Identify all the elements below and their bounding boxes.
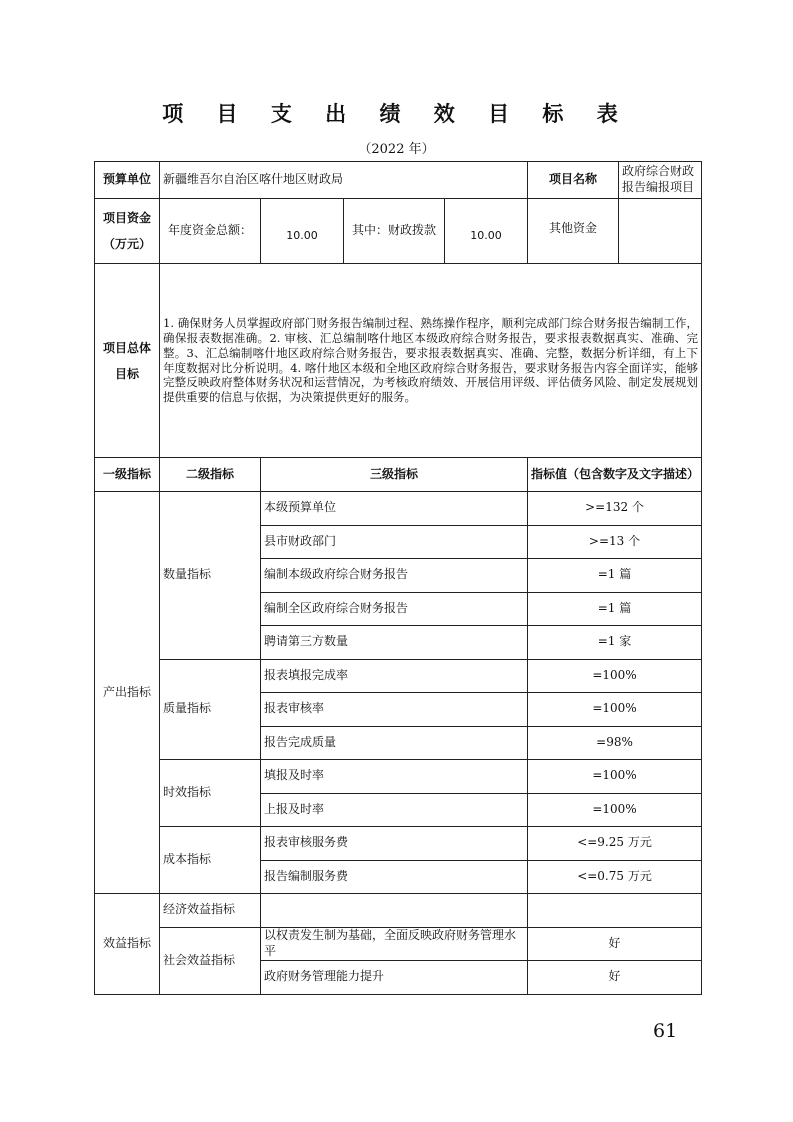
indicator-name: 报告编制服务费	[261, 860, 528, 894]
indicator-name: 报表审核服务费	[261, 827, 528, 861]
indicator-value: =100%	[528, 659, 702, 693]
table-row	[95, 659, 702, 693]
indicator-value: =1 家	[528, 626, 702, 660]
indicator-value: =1 篇	[528, 592, 702, 626]
quality-indicator-label: 质量指标	[160, 659, 261, 760]
table-row	[95, 894, 702, 928]
table-row	[95, 760, 702, 794]
performance-target-table	[94, 161, 702, 995]
level1-header: 一级指标	[95, 458, 160, 492]
annual-total-value: 10.00	[261, 199, 344, 264]
table-row	[95, 827, 702, 861]
indicator-value: =100%	[528, 693, 702, 727]
level2-header: 二级指标	[160, 458, 261, 492]
indicator-name: 报表填报完成率	[261, 659, 528, 693]
value-header: 指标值（包含数字及文字描述）	[528, 458, 702, 492]
indicator-name: 编制本级政府综合财务报告	[261, 559, 528, 593]
funds-label-line2: （万元）	[102, 237, 151, 251]
indicator-name: 报表审核率	[261, 693, 528, 727]
indicator-value: >=13 个	[528, 525, 702, 559]
year-label: （2022 年）	[358, 142, 435, 157]
indicator-name: 聘请第三方数量	[261, 626, 528, 660]
indicator-name: 编制全区政府综合财务报告	[261, 592, 528, 626]
quantity-indicator-label: 数量指标	[160, 492, 261, 660]
goal-row	[95, 264, 702, 458]
indicator-value: =100%	[528, 760, 702, 794]
page-number: 61	[653, 1020, 678, 1042]
benefit-indicator-label: 效益指标	[95, 894, 160, 995]
other-funds-value	[619, 199, 702, 264]
funds-label-line1: 项目资金	[102, 211, 151, 225]
indicator-value: =100%	[528, 793, 702, 827]
economic-benefit-label: 经济效益指标	[160, 894, 261, 928]
indicator-name: 上报及时率	[261, 793, 528, 827]
indicator-value: 好	[528, 961, 702, 995]
project-name-label: 项目名称	[528, 162, 619, 199]
indicator-value	[528, 894, 702, 928]
indicator-header-row	[95, 458, 702, 492]
indicator-value: 好	[528, 927, 702, 961]
project-name-value: 政府综合财政报告编报项目	[619, 162, 702, 199]
social-benefit-label: 社会效益指标	[160, 927, 261, 994]
budget-unit-label: 预算单位	[95, 162, 160, 199]
indicator-value: <=0.75 万元	[528, 860, 702, 894]
indicator-name	[261, 894, 528, 928]
indicator-value: =98%	[528, 726, 702, 760]
funds-row	[95, 199, 702, 264]
indicator-name: 填报及时率	[261, 760, 528, 794]
fiscal-value: 10.00	[445, 199, 528, 264]
indicator-value: >=132 个	[528, 492, 702, 526]
budget-unit-value: 新疆维吾尔自治区喀什地区财政局	[160, 162, 528, 199]
goal-text: 1. 确保财务人员掌握政府部门财务报告编制过程、熟练操作程序，顺利完成部门综合财务报告编制工作，确保报表数据准确。2. 审核、汇总编制喀什地区本级政府综合财务报告，要求报表数据真实、准确、完整。3、汇总编制喀什地区政府综合财务报告，要求报表数据真实、准确、完整，数据分析详细，有上下年度数据对比分析说明。4. 喀什地区本级和全地区政府综合财务报告，要求财务报告内容全面详实，能够完整反映政府整体财务状况和运营情况，为考核政府绩效、开展信用评级、评估债务风险、制定发展规划提供重要的信息与依据，为决策提供更好的服务。	[160, 264, 702, 458]
indicator-name: 政府财务管理能力提升	[261, 961, 528, 995]
timeliness-indicator-label: 时效指标	[160, 760, 261, 827]
budget-unit-row	[95, 162, 702, 199]
indicator-value: <=9.25 万元	[528, 827, 702, 861]
goal-label: 项目总体目标	[95, 264, 160, 458]
page-title: 项 目 支 出 绩 效 目 标 表	[162, 102, 631, 126]
indicator-name: 县市财政部门	[261, 525, 528, 559]
output-indicator-label: 产出指标	[95, 492, 160, 894]
table-row	[95, 492, 702, 526]
indicator-name: 报告完成质量	[261, 726, 528, 760]
table-row	[95, 927, 702, 961]
level3-header: 三级指标	[261, 458, 528, 492]
fiscal-label: 其中：财政拨款	[344, 199, 445, 264]
cost-indicator-label: 成本指标	[160, 827, 261, 894]
annual-total-label: 年度资金总额：	[160, 199, 261, 264]
indicator-name: 以权责发生制为基础，全面反映政府财务管理水平	[261, 927, 528, 961]
other-funds-label: 其他资金	[528, 199, 619, 264]
indicator-name: 本级预算单位	[261, 492, 528, 526]
funds-label	[95, 199, 160, 264]
indicator-value: =1 篇	[528, 559, 702, 593]
